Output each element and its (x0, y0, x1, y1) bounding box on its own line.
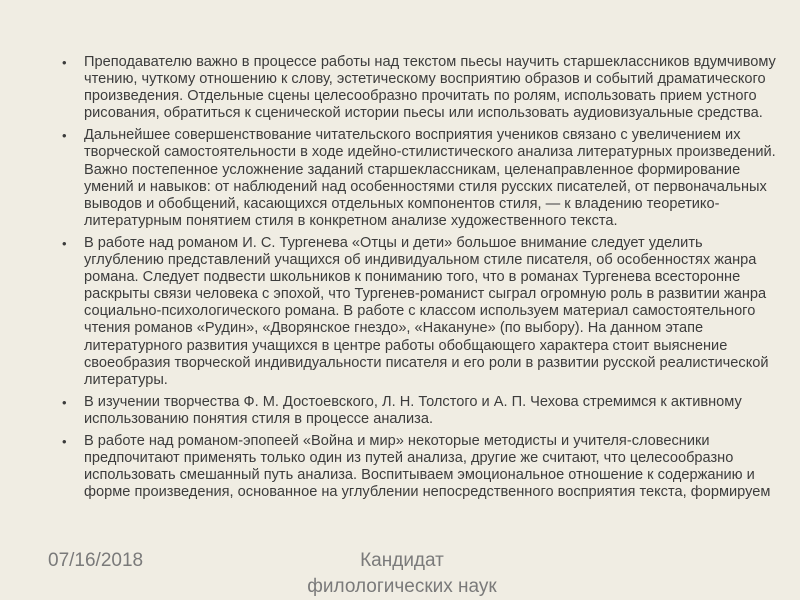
footer-author (282, 548, 522, 600)
list-item (60, 54, 776, 122)
bullet-icon: • (62, 394, 67, 410)
footer-author-line2: филологических наук (307, 576, 497, 597)
list-item (60, 394, 776, 428)
footer-date: 07/16/2018 (48, 550, 144, 571)
list-item (60, 235, 776, 389)
list-item (60, 127, 776, 230)
bullet-icon: • (62, 235, 67, 251)
bullet-text: Преподавателю важно в процессе работы над текстом пьесы научить старшеклассников вдумчивому чтению, чуткому отношению к слову, эстетическому восприятию образов и событий драматического произведения. Отдельные сцены целесообразно прочитать по ролям, использовать прием устного рисования, обратиться к сценической истории пьесы или использовать аудиовизуальные средства. (84, 54, 776, 122)
bullet-text: В изучении творчества Ф. М. Достоевского, Л. Н. Толстого и А. П. Чехова стремимся к активному использованию понятия стиля в процессе анализа. (84, 393, 742, 427)
bullet-icon: • (62, 55, 67, 70)
bullet-icon: • (62, 128, 67, 144)
bullet-text: Дальнейшее совершенствование читательского восприятия учеников связано с увеличением их творческой самостоятельности в ходе идейно-стилистического анализа литературных произведений. Важно постепенное усложнение заданий старшеклассникам, целенаправленное формирование умений и навыков: от наблюдений над особенностями стиля русских писателей, от первоначальных выводов и обобщений, касающихся отдельных компонентов стиля, — к владению теоретико-литературным понятием стиля в конкретном анализе художественного текста. (84, 127, 776, 229)
footer-author-line1: Кандидат (360, 550, 444, 571)
bullet-text: В работе над романом И. С. Тургенева «Отцы и дети» большое внимание следует уделить углублению представлений учащихся об индивидуальном стиле писателя, об особенностях жанра романа. Следует подвести школьников к пониманию того, что в романах Тургенева всесторонне раскрыты связи человека с эпохой, что Тургенев-романист сыграл огромную роль в развитии жанра социально-психологического романа. В работе с классом используем материал самостоятельного чтения романов «Рудин», «Дворянское гнездо», «Накануне» (по выбору). На данном этапе литературного развития учащихся в центре работы обобщающего характера стоит выяснение своеобразия творческой индивидуальности писателя и его роли в развитии русской реалистической литературы. (84, 234, 769, 388)
bullet-icon: • (62, 433, 67, 449)
list-item (60, 433, 776, 501)
bullet-text: В работе над романом-эпопеей «Война и мир» некоторые методисты и учителя-словесники предпочитают применять только один из путей анализа, другие же считают, что целесообразно использовать смешанный путь анализа. Воспитываем эмоциональное отношение к содержанию и форме произведения, основанное на углублении непосредственного восприятия текста, формируем (84, 432, 771, 501)
bullet-list (60, 54, 776, 506)
